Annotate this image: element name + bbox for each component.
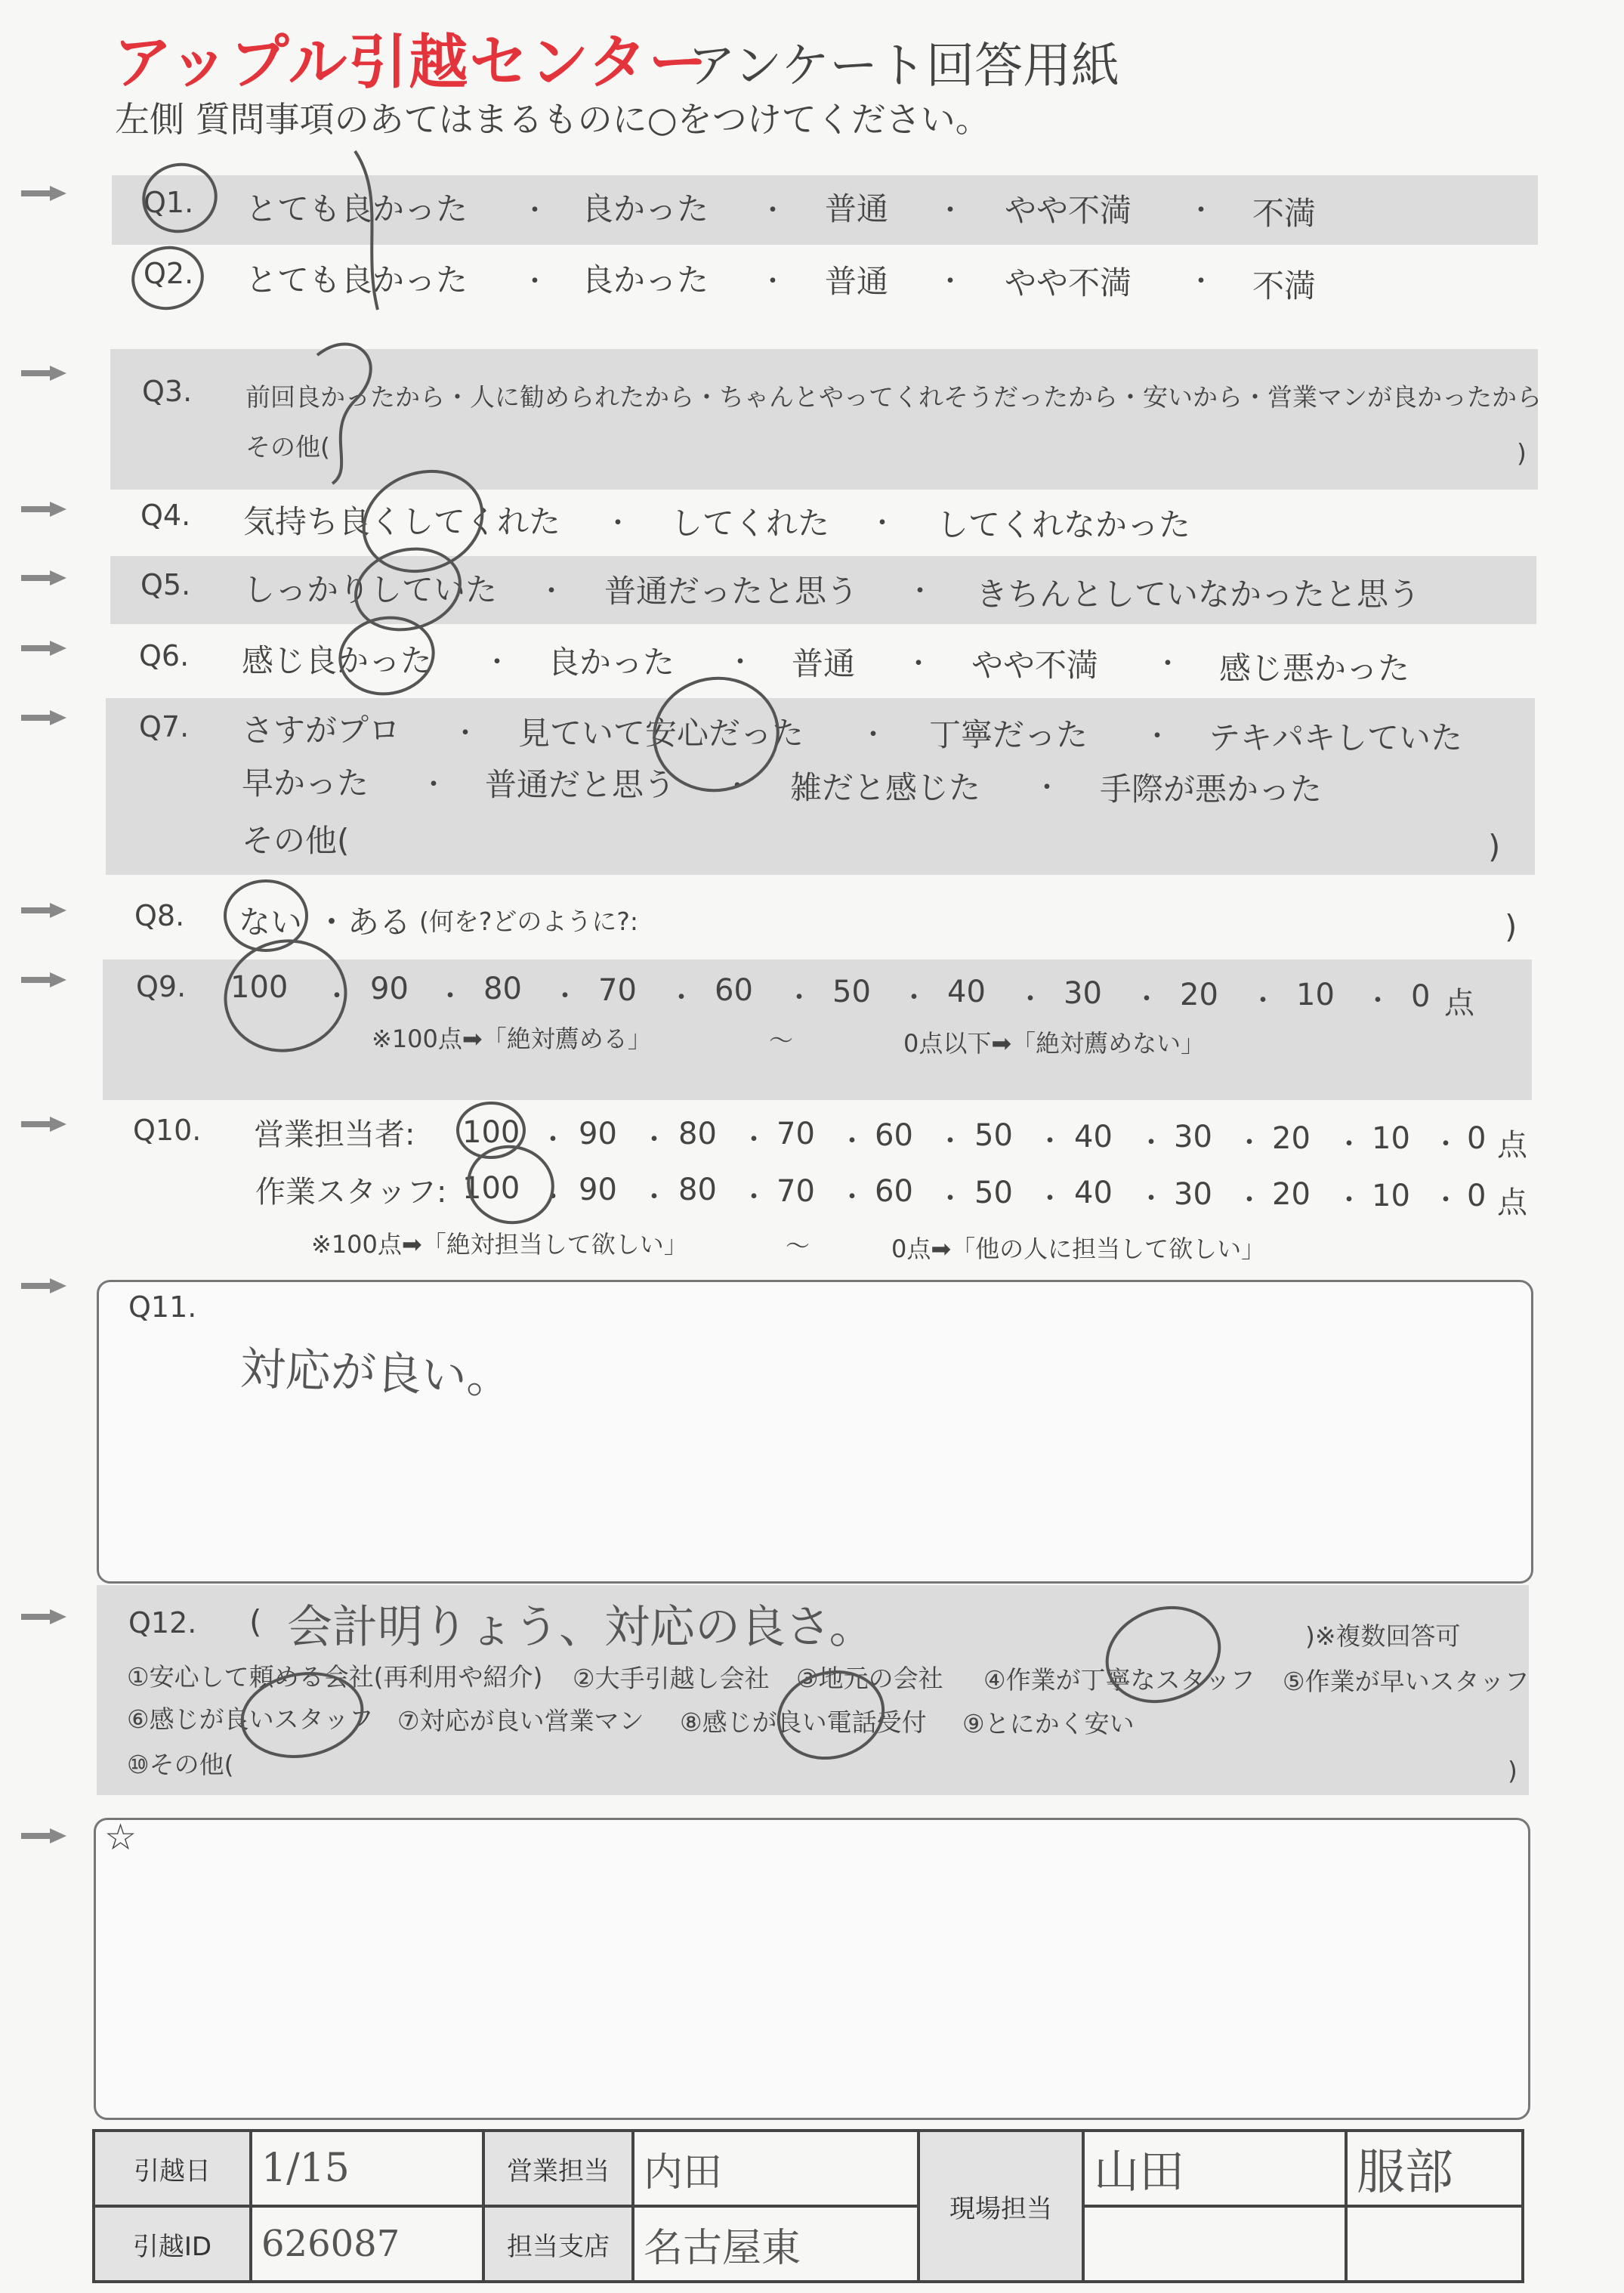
q10-staff-score-30[interactable]: 30: [1174, 1177, 1212, 1212]
q9-score-70[interactable]: 70: [598, 973, 637, 1008]
q10-staff-label: 作業スタッフ:: [255, 1175, 447, 1210]
q7-option-1[interactable]: さすがプロ: [242, 712, 401, 749]
q1-option-1[interactable]: とても良かった: [245, 190, 468, 227]
q9-tilde: 〜: [769, 1026, 794, 1055]
q10-sales-score-80[interactable]: 80: [678, 1117, 717, 1151]
q12-option-5[interactable]: ⑤作業が早いスタッフ: [1283, 1667, 1530, 1696]
sales-rep-label: 営業担当: [483, 2131, 633, 2206]
q9-score-20[interactable]: 20: [1180, 978, 1218, 1012]
separator-dot: ・: [724, 771, 752, 802]
comment-box[interactable]: [94, 1818, 1530, 2120]
q9-unit: 点: [1444, 986, 1474, 1021]
q5-label: Q5.: [140, 568, 191, 601]
q8-label: Q8.: [134, 899, 185, 932]
q10-tilde: 〜: [786, 1231, 810, 1260]
separator-dot: ・: [937, 195, 965, 226]
q8-prompt: (何を?どのように?:: [419, 907, 639, 936]
margin-arrow-icon: [21, 1278, 66, 1293]
q10-note-right: 0点➡「他の人に担当して欲しい」: [891, 1235, 1266, 1263]
separator-dot: ・: [937, 266, 965, 297]
q12-option-4[interactable]: ④作業が丁寧なスタッフ: [983, 1665, 1255, 1695]
q12-handwritten-answer: 会計明りょう、対応の良さ。: [287, 1601, 875, 1654]
separator-dot: ・: [1187, 195, 1215, 226]
q3-other[interactable]: その他(: [245, 432, 330, 462]
q2-option-3[interactable]: 普通: [825, 263, 889, 300]
q7-option-6[interactable]: 普通だと思う: [485, 766, 676, 803]
q12-option-9[interactable]: ⑨とにかく安い: [962, 1709, 1135, 1738]
q12-option-2[interactable]: ②大手引越し会社: [573, 1664, 770, 1693]
q10-staff-score-80[interactable]: 80: [678, 1173, 717, 1207]
margin-arrow-icon: [21, 570, 66, 586]
separator-dot: ・: [521, 195, 549, 226]
q9-note-left: ※100点➡「絶対薦める」: [372, 1024, 652, 1053]
margin-arrow-icon: [21, 972, 66, 987]
q10-sales-score-20[interactable]: 20: [1272, 1121, 1311, 1156]
separator-dot: ・: [759, 195, 787, 226]
q9-score-50[interactable]: 50: [832, 975, 871, 1009]
site-staff-label: 現場担当: [919, 2131, 1083, 2282]
q9-score-80[interactable]: 80: [483, 972, 522, 1006]
q12-multi-note: )※複数回答可: [1305, 1621, 1461, 1651]
margin-arrow-icon: [21, 1828, 66, 1843]
q6-option-2[interactable]: 良かった: [548, 644, 675, 681]
q6-option-5[interactable]: 感じ悪かった: [1219, 650, 1410, 687]
branch-label: 担当支店: [483, 2206, 633, 2282]
staff-info-table: [92, 2129, 1524, 2283]
q12-close: ): [1508, 1756, 1517, 1785]
separator-dot: ・: [521, 266, 549, 297]
q1-option-5[interactable]: 不満: [1252, 195, 1317, 232]
q3-close: ): [1517, 438, 1527, 468]
q9-score-0[interactable]: 0: [1411, 979, 1431, 1014]
q1-label: Q1.: [144, 186, 194, 219]
brand-title: アップル引越センター: [113, 29, 709, 97]
q10-staff-score-10[interactable]: 10: [1372, 1179, 1410, 1213]
move-date-label: 引越日: [94, 2131, 251, 2206]
sales-rep-value: 内田: [644, 2149, 723, 2196]
margin-arrow-icon: [21, 366, 66, 381]
margin-arrow-icon: [21, 1117, 66, 1132]
q7-option-5[interactable]: 早かった: [242, 765, 369, 802]
q10-sales-score-0[interactable]: 0: [1467, 1121, 1487, 1156]
q5-option-1[interactable]: しっかりしていた: [243, 571, 498, 608]
separator-dot: ・: [727, 647, 755, 678]
q10-staff-score-60[interactable]: 60: [875, 1174, 913, 1209]
q4-label: Q4.: [140, 499, 191, 532]
q10-staff-score-20[interactable]: 20: [1272, 1177, 1311, 1212]
site-staff-2: 服部: [1357, 2145, 1453, 2201]
q10-sales-score-30[interactable]: 30: [1174, 1120, 1212, 1154]
q12-option-8[interactable]: ⑧感じが良い電話受付: [680, 1707, 927, 1737]
separator-dot: ・: [604, 508, 632, 539]
q11-handwritten-answer: 対応が良い。: [239, 1342, 513, 1405]
separator-dot: ・: [1144, 721, 1172, 752]
q2-option-2[interactable]: 良かった: [582, 261, 709, 298]
q7-option-8[interactable]: 手際が悪かった: [1100, 771, 1323, 808]
separator-dot: ・: [420, 769, 448, 800]
q8-option-yes[interactable]: ・ある: [316, 904, 412, 941]
q11-answer-box[interactable]: [97, 1280, 1533, 1584]
q7-option-7[interactable]: 雑だと感じた: [790, 769, 981, 806]
branch-value: 名古屋東: [644, 2225, 801, 2271]
star-icon: ☆: [104, 1816, 137, 1859]
q7-other[interactable]: その他(: [242, 822, 350, 859]
q12-option-1[interactable]: ①安心して頼める会社(再利用や紹介): [127, 1662, 543, 1692]
q9-note-right: 0点以下➡「絶対薦めない」: [903, 1029, 1206, 1058]
q7-option-3[interactable]: 丁寧だった: [929, 716, 1088, 753]
separator-dot: ・: [1154, 648, 1182, 679]
q7-option-4[interactable]: テキパキしていた: [1209, 719, 1463, 756]
q9-score-60[interactable]: 60: [715, 973, 753, 1008]
q1-option-4[interactable]: やや不満: [1005, 192, 1132, 229]
q4-option-1[interactable]: 気持ち良くしてくれた: [243, 503, 561, 540]
q3-band: [110, 349, 1538, 490]
separator-dot: ・: [1187, 266, 1215, 297]
move-id-label: 引越ID: [94, 2206, 251, 2282]
q5-option-2[interactable]: 普通だったと思う: [604, 573, 859, 610]
q10-unit-2: 点: [1497, 1185, 1527, 1220]
q4-option-3[interactable]: してくれなかった: [937, 506, 1191, 543]
q11-label: Q11.: [128, 1290, 197, 1324]
q6-option-1[interactable]: 感じ良かった: [242, 642, 433, 679]
q9-label: Q9.: [136, 970, 187, 1003]
q8-option-no[interactable]: ない: [239, 904, 303, 941]
form-title: アンケート回答用紙: [687, 39, 1120, 94]
move-date-value: 1/15: [261, 2146, 350, 2191]
q7-label: Q7.: [139, 710, 190, 743]
separator-dot: ・: [538, 576, 566, 607]
q12-option-7[interactable]: ⑦対応が良い営業マン: [397, 1706, 644, 1735]
q6-option-3[interactable]: 普通: [792, 645, 856, 682]
q9-score-30[interactable]: 30: [1064, 976, 1102, 1011]
q10-sales-score-70[interactable]: 70: [776, 1117, 815, 1151]
move-id-value: 626087: [261, 2223, 400, 2265]
q12-open-paren: (: [249, 1603, 262, 1640]
q10-sales-label: 営業担当者:: [254, 1117, 415, 1152]
q9-score-90[interactable]: 90: [370, 972, 409, 1006]
q10-sales-score-50[interactable]: 50: [974, 1118, 1013, 1153]
q12-option-6[interactable]: ⑥感じが良いスタッフ: [127, 1704, 374, 1734]
q2-label: Q2.: [144, 257, 194, 290]
q9-score-100[interactable]: 100: [230, 970, 289, 1005]
q7-option-2[interactable]: 見ていて安心だった: [518, 715, 804, 752]
q6-label: Q6.: [139, 639, 190, 672]
q3-options-line[interactable]: 前回良かったから・人に勧められたから・ちゃんとやってくれそうだったから・安いから・営業マンが良かったから: [245, 382, 1542, 412]
separator-dot: ・: [759, 266, 787, 297]
site-staff-empty-2: [1346, 2206, 1523, 2282]
q10-note-left: ※100点➡「絶対担当して欲しい」: [311, 1230, 688, 1259]
separator-dot: ・: [452, 718, 480, 749]
margin-arrow-icon: [21, 903, 66, 918]
q10-sales-score-40[interactable]: 40: [1074, 1120, 1113, 1154]
q10-staff-score-100[interactable]: 100: [462, 1171, 520, 1206]
site-staff-1: 山田: [1094, 2146, 1184, 2199]
q9-score-40[interactable]: 40: [947, 975, 986, 1009]
instruction-text: 左側 質問事項のあてはまるものに○をつけてください。: [115, 99, 990, 140]
q10-staff-score-50[interactable]: 50: [974, 1176, 1013, 1210]
q10-sales-score-60[interactable]: 60: [875, 1118, 913, 1153]
q9-score-10[interactable]: 10: [1296, 978, 1335, 1012]
separator-dot: ・: [906, 576, 934, 607]
q10-staff-score-70[interactable]: 70: [776, 1174, 815, 1209]
q10-sales-score-90[interactable]: 90: [579, 1117, 617, 1151]
margin-arrow-icon: [21, 641, 66, 656]
q10-staff-score-0[interactable]: 0: [1467, 1179, 1487, 1213]
separator-dot: ・: [1033, 772, 1061, 803]
separator-dot: ・: [860, 719, 888, 750]
q10-sales-score-100[interactable]: 100: [462, 1115, 520, 1150]
q1-option-3[interactable]: 普通: [825, 190, 889, 227]
q6-option-4[interactable]: やや不満: [971, 647, 1099, 684]
margin-arrow-icon: [21, 710, 66, 725]
site-staff-empty-1: [1083, 2206, 1346, 2282]
q10-sales-score-10[interactable]: 10: [1372, 1121, 1410, 1156]
q7-close: ): [1488, 828, 1501, 865]
q10-staff-score-90[interactable]: 90: [579, 1173, 617, 1207]
margin-arrow-icon: [21, 502, 66, 517]
margin-arrow-icon: [21, 1609, 66, 1624]
q8-close: ): [1505, 908, 1517, 945]
q2-option-5[interactable]: 不満: [1252, 267, 1317, 304]
q10-unit: 点: [1497, 1128, 1527, 1163]
q12-option-3[interactable]: ③地元の会社: [796, 1664, 943, 1693]
q4-option-2[interactable]: してくれた: [671, 505, 830, 542]
q12-option-10[interactable]: ⑩その他(: [127, 1750, 234, 1779]
q3-label: Q3.: [142, 375, 193, 408]
separator-dot: ・: [483, 647, 511, 678]
q1-option-2[interactable]: 良かった: [582, 190, 709, 227]
separator-dot: ・: [905, 648, 933, 679]
q10-label: Q10.: [133, 1114, 202, 1147]
separator-dot: ・: [869, 508, 897, 539]
q2-option-4[interactable]: やや不満: [1005, 264, 1132, 301]
q5-option-3[interactable]: きちんとしていなかったと思う: [976, 576, 1421, 613]
q12-label: Q12.: [128, 1606, 197, 1639]
q10-staff-score-40[interactable]: 40: [1074, 1176, 1113, 1210]
margin-arrow-icon: [21, 186, 66, 201]
q2-option-1[interactable]: とても良かった: [245, 261, 468, 298]
